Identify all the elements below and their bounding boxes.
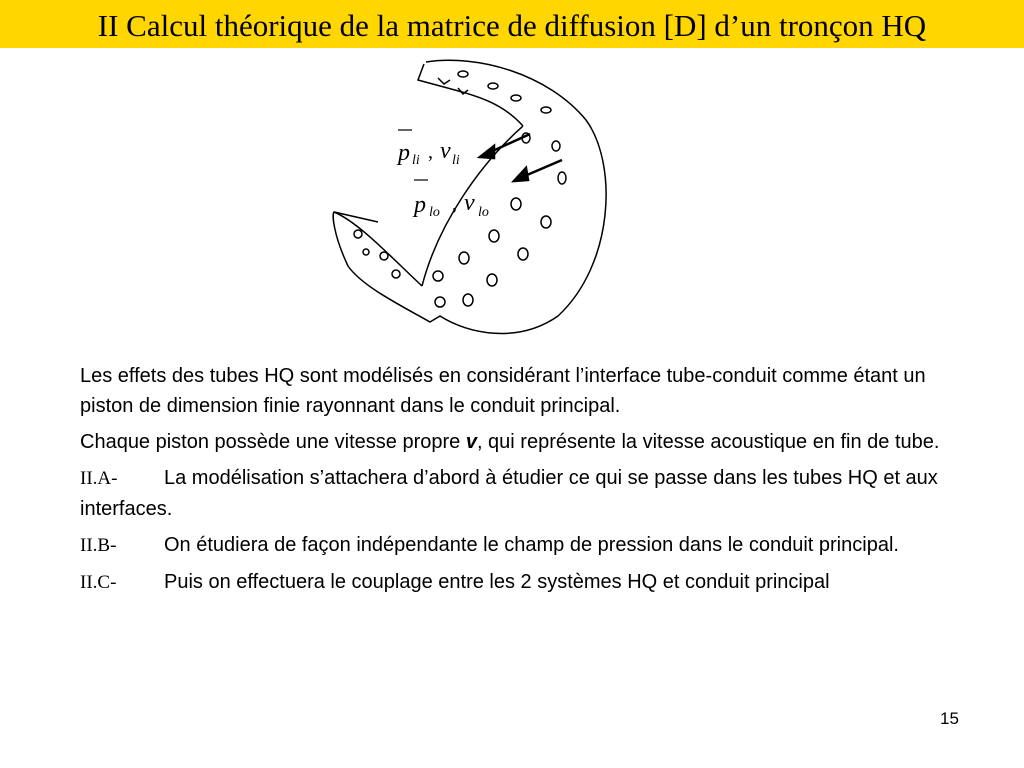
slide-title: II Calcul théorique de la matrice de diffusion [D] d’un tronçon HQ (97, 8, 927, 43)
hq-tube-section-figure (318, 54, 610, 344)
paragraph-model-description: Les effets des tubes HQ sont modélisés en considérant l’interface tube-conduit comme étant un piston de dimension finie rayonnant dans le conduit principal. (80, 365, 926, 417)
label-outer-sep: , (452, 193, 457, 215)
title-bar (0, 0, 1024, 48)
label-inner-sep: , (428, 141, 433, 163)
page-number: 15 (940, 709, 959, 728)
section-a-marker: II.A- (80, 468, 118, 489)
piston-velocity-text-start: Chaque piston possède une vitesse propre (80, 431, 466, 453)
top-rim (418, 64, 523, 126)
pressure-outer-symbol: p (414, 192, 426, 218)
section-c-item (80, 567, 960, 598)
section-a-item (80, 463, 960, 524)
section-a-text: La modélisation s’attachera d’abord à étudier ce qui se passe dans les tubes HQ et aux interfaces. (80, 467, 938, 520)
pressure-inner-symbol: p (398, 140, 410, 166)
section-c-marker: II.C- (80, 572, 117, 593)
velocity-inner-symbol: v (440, 138, 451, 164)
left-rim (334, 212, 422, 286)
pressure-inner-subscript: li (412, 153, 420, 168)
section-b-item (80, 530, 960, 561)
velocity-outer-symbol: v (464, 190, 475, 216)
slide-body (80, 361, 960, 604)
section-b-marker: II.B- (80, 535, 117, 556)
section-b-text: On étudiera de façon indépendante le champ de pression dans le conduit principal. (164, 534, 899, 556)
velocity-outer-subscript: lo (478, 205, 489, 220)
section-c-text: Puis on effectuera le couplage entre les 2 systèmes HQ et conduit principal (164, 571, 830, 593)
hq-tube-drawing (318, 54, 610, 344)
velocity-inner-subscript: li (452, 153, 460, 168)
paragraph-piston-velocity (80, 427, 960, 457)
velocity-symbol: v (465, 431, 477, 453)
piston-velocity-text-end: , qui représente la vitesse acoustique en fin de tube. (476, 431, 940, 453)
pressure-outer-subscript: lo (429, 205, 440, 220)
